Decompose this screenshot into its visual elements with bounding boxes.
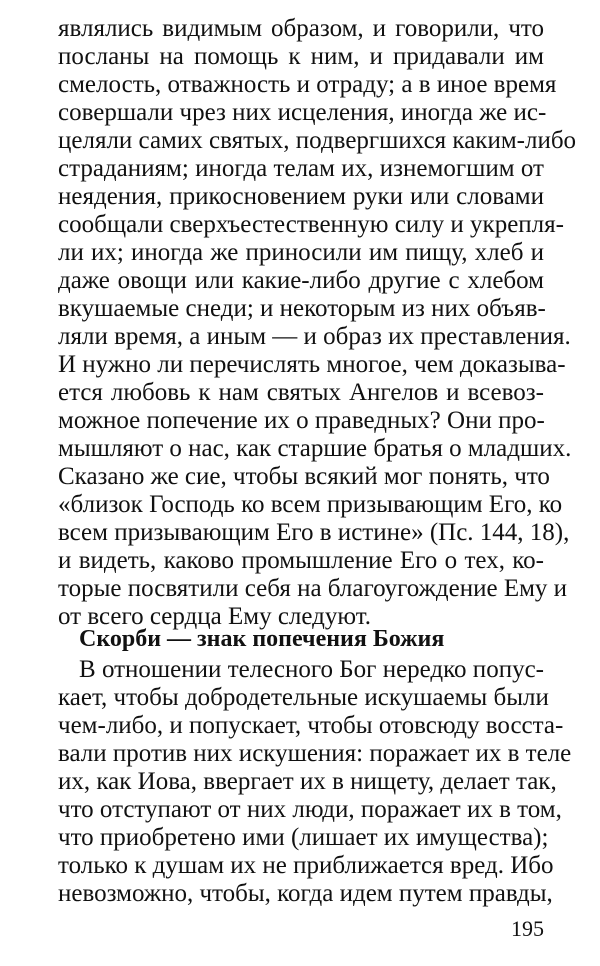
text-line: совершали чрез них исцеления, иногда же ис-: [58, 99, 547, 126]
text-line: целяли самих святых, подвергшихся каким-либо: [58, 127, 577, 154]
text-line: торые посвятили себя на благоугождение Ему и: [58, 575, 568, 602]
text-line: неядения, прикосновением руки или словами: [58, 183, 544, 210]
text-line: что отступают от них люди, поражает их в том,: [58, 796, 562, 823]
text-line: что приобретено ими (лишает их имущества);: [58, 824, 549, 851]
text-line: ли их; иногда же приносили им пищу, хлеб и: [58, 239, 544, 266]
text-line: В отношении телесного Бог нередко попус-: [79, 656, 544, 683]
text-line: кает, чтобы добродетельные искушаемы были: [58, 684, 549, 711]
text-line: «близок Господь ко всем призывающим Его, ко: [58, 491, 563, 518]
text-line: только к душам их не приближается вред. Ибо: [58, 852, 554, 879]
text-line: страданиям; иногда телам их, изнемогшим от: [58, 155, 544, 182]
text-line: их, как Иова, ввергает их в нищету, делает так,: [58, 768, 557, 795]
text-line: невозможно, чтобы, когда идем путем правды,: [58, 880, 553, 907]
text-line: чем-либо, и попускает, чтобы отовсюду восста-: [58, 712, 564, 739]
text-line: ется любовь к нам святых Ангелов и всевоз-: [58, 379, 544, 406]
text-line: являлись видимым образом, и говорили, что: [58, 15, 544, 42]
text-line: вали против них искушения: поражает их в теле: [58, 740, 572, 767]
text-line: Сказано же сие, чтобы всякий мог понять, что: [58, 463, 550, 490]
text-line: И нужно ли перечислять многое, чем доказыва-: [58, 351, 566, 378]
text-line: сообщали сверхъестественную силу и укрепля-: [58, 211, 564, 238]
text-line: ляли время, а иным — и образ их преставления.: [58, 323, 571, 350]
text-line: смелость, отважность и отраду; а в иное время: [58, 71, 557, 98]
text-line: мышляют о нас, как старшие братья о младших.: [58, 435, 572, 462]
text-line: можное попечение их о праведных? Они про-: [58, 407, 545, 434]
text-line: посланы на помощь к ним, и придавали им: [58, 43, 544, 70]
text-line: всем призывающим Его в истине» (Пс. 144, 18),: [58, 519, 570, 546]
text-line: вкушаемые снеди; и некоторым из них объяв-: [58, 295, 546, 322]
text-line: от всего сердца Ему следуют.: [58, 603, 372, 630]
text-line: даже овощи или какие-либо другие с хлебом: [58, 267, 544, 294]
section-heading: Скорби — знак попечения Божия: [79, 626, 445, 652]
page-number: 195: [511, 916, 544, 941]
text-line: и видеть, каково промышление Его о тех, ко-: [58, 547, 544, 574]
